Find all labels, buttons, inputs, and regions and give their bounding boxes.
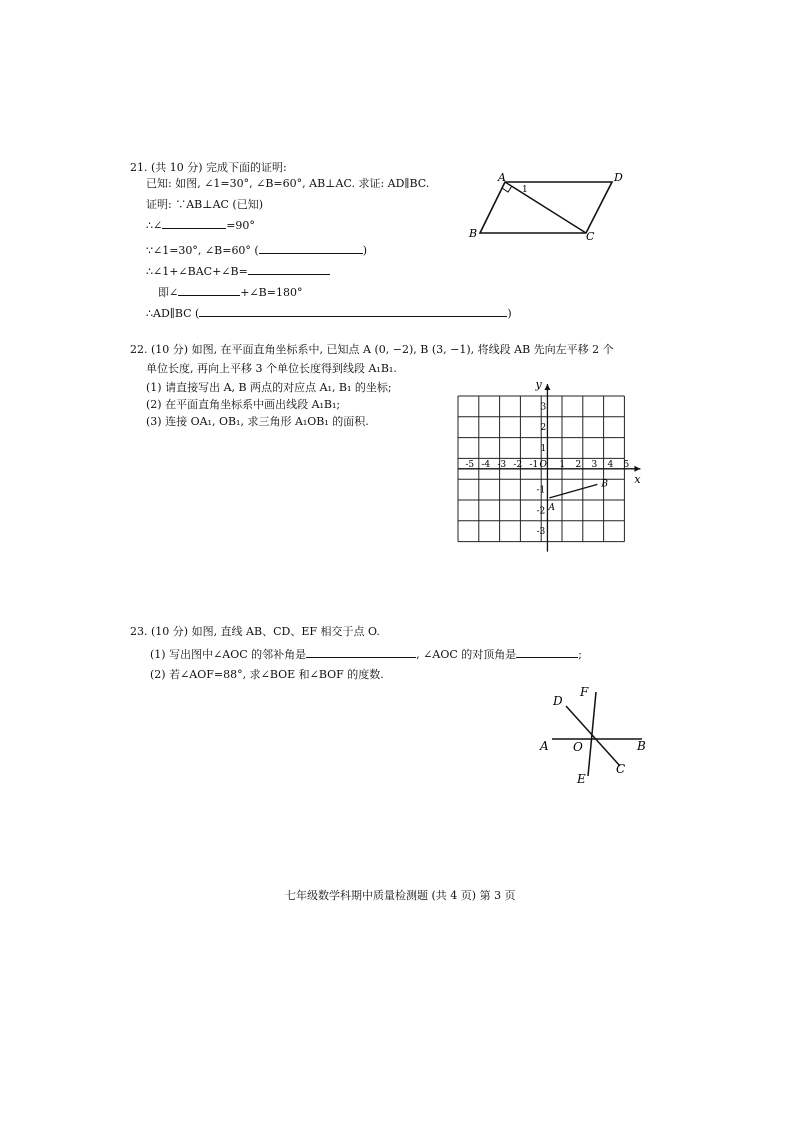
q23-blank-1[interactable] — [306, 647, 416, 658]
point-b-label: B — [601, 479, 608, 490]
q21-proof-intro: 证明: ∵AB⊥AC (已知) — [146, 198, 264, 211]
q21-line3-pre: ∵∠1=30°, ∠B=60° ( — [146, 244, 259, 257]
y-tick-label: 3 — [540, 402, 547, 413]
point-a-label: A — [548, 502, 555, 513]
q23-blank-2[interactable] — [516, 647, 578, 658]
y-tick-label: 1 — [540, 444, 547, 454]
q21-line4-pre: ∴∠1+∠BAC+∠B= — [146, 265, 248, 278]
x-tick-label: 3 — [591, 459, 598, 470]
q21-line2-post: =90° — [226, 219, 255, 232]
q23-item1-pre: (1) 写出图中∠AOC 的邻补角是 — [150, 648, 307, 661]
x-tick-label: 1 — [559, 459, 566, 470]
label-a: A — [498, 171, 506, 184]
y-axis-arrow — [544, 384, 550, 390]
y-tick-label: -1 — [536, 485, 546, 496]
x-tick-label: 5 — [623, 459, 630, 470]
line-ef — [588, 692, 596, 776]
q21-line6-post: ) — [507, 307, 512, 320]
q23-item-2: (2) 若∠AOF=88°, 求∠BOE 和∠BOF 的度数. — [150, 668, 384, 681]
q21-line5-pre: 即∠ — [158, 286, 179, 299]
label-o: O — [573, 740, 583, 754]
q23-figure — [536, 684, 656, 784]
label-a: A — [540, 739, 549, 753]
x-tick-label: 4 — [607, 459, 614, 470]
label-d: D — [553, 694, 563, 708]
page-footer: 七年级数学科期中质量检测题 (共 4 页) 第 3 页 — [285, 889, 516, 902]
q23-item-1 — [150, 647, 582, 662]
x-tick-label: -3 — [497, 459, 507, 470]
q21-line6 — [146, 306, 512, 321]
x-axis-label: x — [634, 472, 641, 486]
q21-line3-post: ) — [362, 244, 368, 257]
label-b: B — [637, 739, 646, 753]
y-tick-label: -2 — [536, 506, 546, 517]
q21-blank-5[interactable] — [199, 306, 507, 317]
right-angle-mark — [502, 186, 512, 192]
x-tick-label: -4 — [481, 459, 491, 470]
q21-blank-1[interactable] — [162, 218, 226, 229]
x-tick-label: -1 — [529, 459, 539, 470]
label-c: C — [586, 230, 595, 243]
label-d: D — [614, 171, 623, 184]
q22-coordinate-grid — [450, 376, 650, 556]
q23-item1-mid: , ∠AOC 的对顶角是 — [416, 648, 517, 661]
segment-ab — [549, 484, 597, 498]
q21-line4 — [146, 264, 330, 279]
label-f: F — [580, 685, 589, 699]
q22-title-cont: 单位长度, 再向上平移 3 个单位长度得到线段 A₁B₁. — [146, 362, 397, 375]
q21-figure — [462, 168, 632, 244]
q21-line2-pre: ∴∠ — [146, 219, 163, 232]
q21-blank-4[interactable] — [178, 285, 240, 296]
q21-blank-3[interactable] — [248, 264, 330, 275]
x-tick-label: -5 — [465, 459, 475, 470]
y-tick-label: -3 — [536, 527, 546, 538]
q21-line2 — [146, 218, 255, 233]
label-angle-1: 1 — [522, 185, 528, 195]
q21-line6-pre: ∴AD∥BC ( — [146, 307, 200, 320]
q23-item1-post: ; — [578, 648, 582, 661]
q21-given: 已知: 如图, ∠1=30°, ∠B=60°, AB⊥AC. 求证: AD∥BC. — [146, 177, 430, 190]
x-tick-label: -2 — [513, 459, 523, 470]
q22-title: 22. (10 分) 如图, 在平面直角坐标系中, 已知点 A (0, −2), B (3, −1), 将线段 AB 先向左平移 2 个 — [130, 343, 614, 356]
q21-line5-mid: +∠B=180° — [240, 286, 303, 299]
origin-label: O — [539, 459, 547, 470]
y-axis-label: y — [535, 378, 542, 391]
q21-line5 — [158, 285, 302, 300]
y-tick-label: 2 — [540, 423, 547, 434]
label-b: B — [469, 227, 478, 240]
label-e: E — [577, 772, 586, 784]
q21-blank-2[interactable] — [259, 243, 363, 254]
label-c: C — [616, 762, 626, 776]
q22-item-2: (2) 在平面直角坐标系中画出线段 A₁B₁; — [146, 398, 341, 411]
x-tick-label: 2 — [575, 459, 582, 470]
q23-title: 23. (10 分) 如图, 直线 AB、CD、EF 相交于点 O. — [130, 625, 380, 638]
q22-item-1: (1) 请直接写出 A, B 两点的对应点 A₁, B₁ 的坐标; — [146, 381, 392, 394]
q21-line3 — [146, 243, 367, 258]
x-axis-arrow — [634, 466, 640, 472]
line-cd — [566, 706, 620, 766]
diagonal-ac — [505, 182, 586, 233]
q21-title: 21. (共 10 分) 完成下面的证明: — [130, 161, 287, 174]
q22-item-3: (3) 连接 OA₁, OB₁, 求三角形 A₁OB₁ 的面积. — [146, 415, 369, 428]
